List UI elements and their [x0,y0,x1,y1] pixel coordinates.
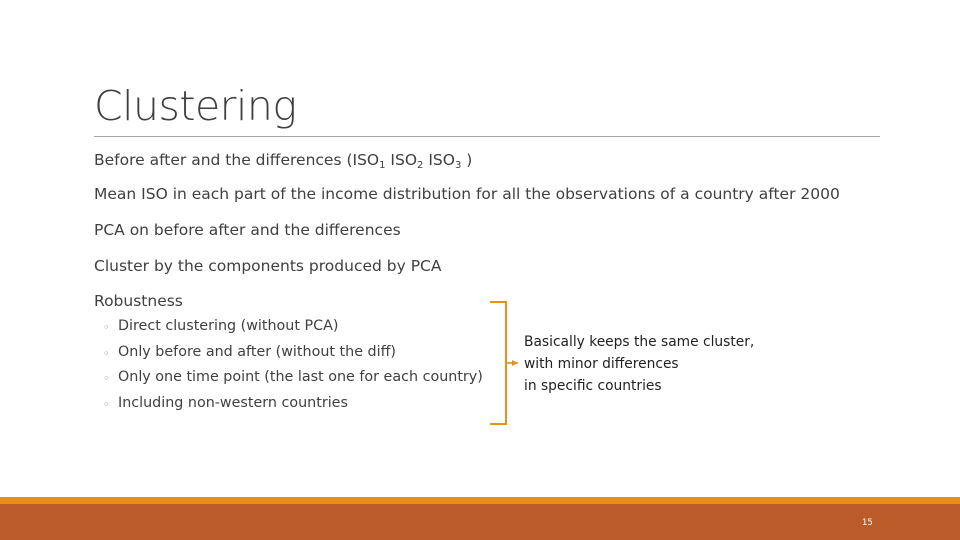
list-item-label: Only one time point (the last one for each country) [118,369,483,385]
line-mean-iso: Mean ISO in each part of the income distribution for all the observations of a country after 2000 [94,185,840,203]
note-line: in specific countries [524,378,662,394]
note-line: Basically keeps the same cluster, [524,334,755,350]
before-after-text: Before after and the differences (ISO [94,151,380,169]
note-line: with minor differences [524,356,679,372]
before-after-tail: ) [461,151,473,169]
list-item [103,395,483,421]
bullet-icon: ◦ [103,397,110,411]
iso3-subscript: 3 [454,160,462,171]
note-text [524,331,754,397]
line-pca: PCA on before after and the differences [94,221,401,239]
bullet-icon: ◦ [103,321,110,334]
iso2-subscript: 2 [417,160,424,171]
slide-title: Clustering [94,82,297,130]
robustness-list [103,318,483,420]
footer-accent-bar [0,497,960,504]
right-brace-icon [488,298,528,428]
title-divider [94,136,880,137]
bullet-icon: ◦ [103,372,110,385]
footer-bar [0,504,960,540]
line-robustness: Robustness [94,292,183,310]
list-item-label: Including non-western countries [118,394,348,411]
page-number: 15 [862,518,873,528]
iso1-subscript: 1 [379,160,386,171]
bullet-icon: ◦ [103,346,110,360]
list-item [103,318,483,344]
line-cluster: Cluster by the components produced by PCA [94,257,442,275]
iso3-text: ISO [423,151,455,169]
list-item [103,369,483,395]
list-item-label: Only before and after (without the diff) [118,343,397,360]
list-item [103,344,483,370]
list-item-label: Direct clustering (without PCA) [118,318,339,334]
iso2-text: ISO [385,151,418,169]
line-before-after [94,151,472,169]
